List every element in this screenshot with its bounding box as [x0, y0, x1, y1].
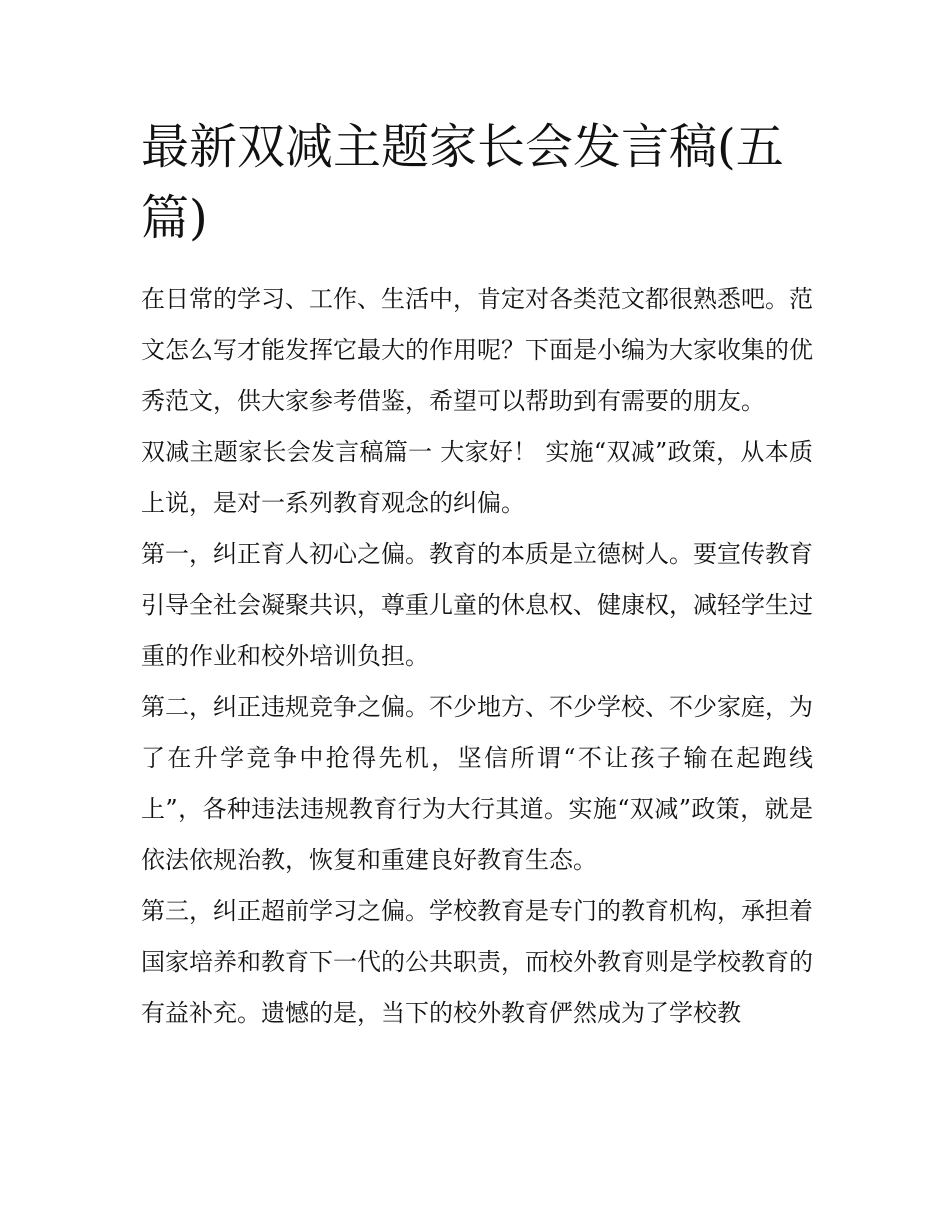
paragraph-intro: 在日常的学习、工作、生活中，肯定对各类范文都很熟悉吧。范文怎么写才能发挥它最大的作用呢？下面是小编为大家收集的优秀范文，供大家参考借鉴，希望可以帮助到有需要的朋友。 [141, 285, 813, 415]
document-title: 最新双减主题家长会发言稿(五篇) [141, 119, 784, 246]
paragraph-third-point: 第三，纠正超前学习之偏。学校教育是专门的教育机构，承担着国家培养和教育下一代的公共职责，而校外教育则是学校教育的有益补充。遗憾的是，当下的校外教育俨然成为了学校教 [141, 897, 813, 1027]
paragraph-opening: 双减主题家长会发言稿篇一 大家好！ 实施“双减”政策，从本质上说，是对一系列教育观念的纠偏。 [141, 438, 813, 517]
document-body [141, 274, 813, 1039]
paragraph-second-point: 第二，纠正违规竞争之偏。不少地方、不少学校、不少家庭，为了在升学竞争中抢得先机，坚信所谓“不让孩子输在起跑线上”，各种违法违规教育行为大行其道。实施“双减”政策，就是依法依规治教，恢复和重建良好教育生态。 [141, 693, 813, 874]
paragraph-first-point: 第一，纠正育人初心之偏。教育的本质是立德树人。要宣传教育引导全社会凝聚共识，尊重儿童的休息权、健康权，减轻学生过重的作业和校外培训负担。 [141, 540, 813, 670]
